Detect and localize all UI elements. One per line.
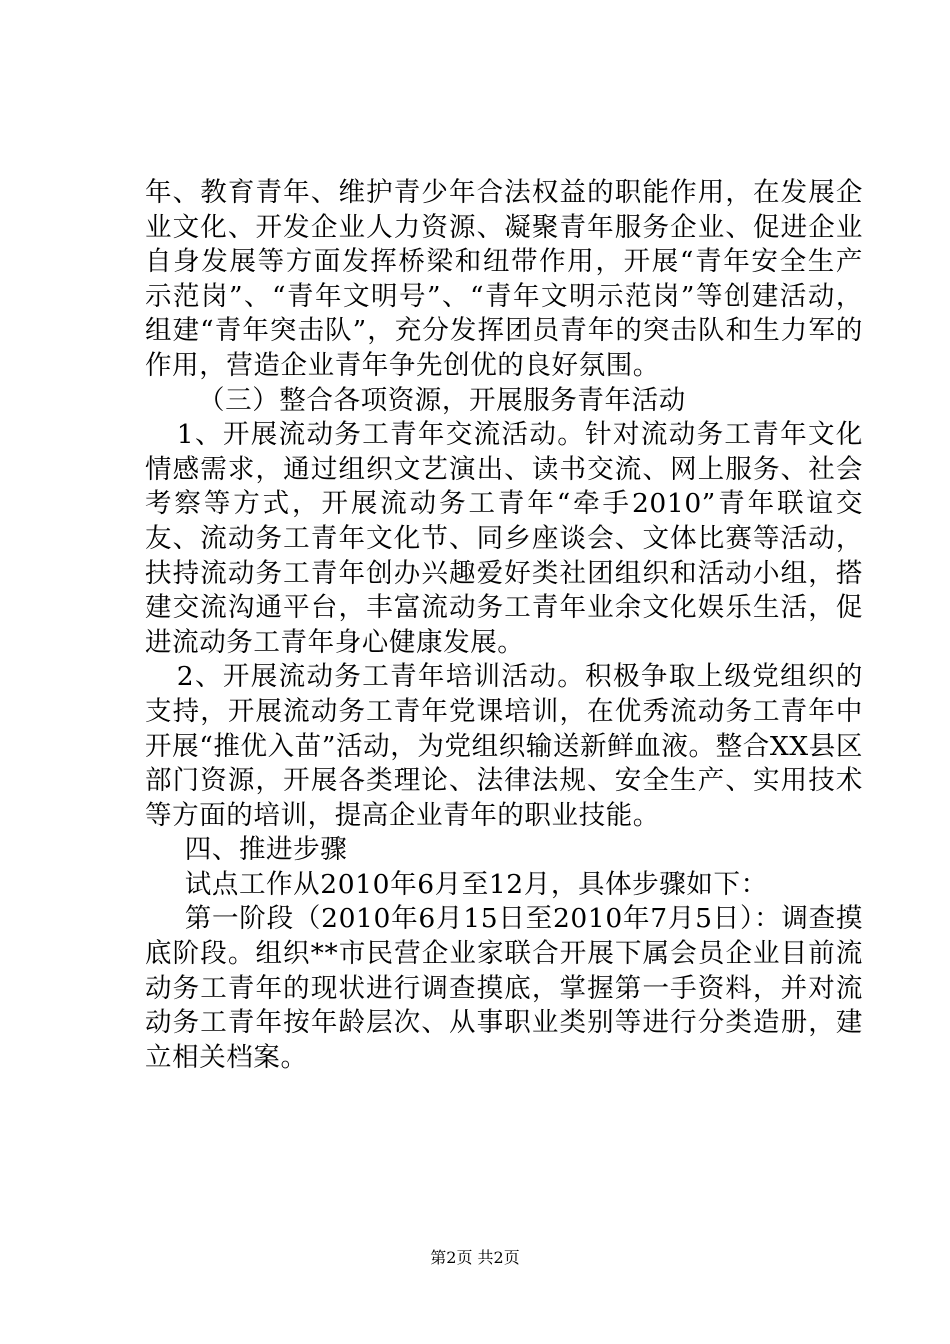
page-footer: 第2页 共2页 [430, 1248, 520, 1267]
section-heading-integrate-resources: （三）整合各项资源，开展服务青年活动 [198, 384, 686, 416]
paragraph-continuation: 年、教育青年、维护青少年合法权益的职能作用，在发展企业文化、开发企业人力资源、凝聚青年服务企业、促进企业自身发展等方面发挥桥梁和纽带作用，开展“青年安全生产示范岗”、“青年文明号”、“青年文明示范岗”等创建活动，组建“青年突击队”，充分发挥团员青年的突击队和生力军的作用，营造企业青年争先创优的良好氛围。 [145, 177, 863, 381]
section-heading-steps: 四、推进步骤 [184, 834, 348, 866]
document-body [145, 176, 863, 1075]
paragraph-training-activities: 2、开展流动务工青年培训活动。积极争取上级党组织的支持，开展流动务工青年党课培训，在优秀流动务工青年中开展“推优入苗”活动，为党组织输送新鲜血液。整合XX县区部门资源，开展各类理论、法律法规、安全生产、实用技术等方面的培训，提高企业青年的职业技能。 [145, 661, 863, 831]
paragraph-pilot-timeline: 试点工作从2010年6月至12月，具体步骤如下： [184, 868, 768, 900]
paragraph-exchange-activities: 1、开展流动务工青年交流活动。针对流动务工青年文化情感需求，通过组织文艺演出、读书交流、网上服务、社会考察等方式，开展流动务工青年“牵手2010”青年联谊交友、流动务工青年文化节、同乡座谈会、文体比赛等活动，扶持流动务工青年创办兴趣爱好类社团组织和活动小组，搭建交流沟通平台，丰富流动务工青年业余文化娱乐生活，促进流动务工青年身心健康发展。 [145, 419, 863, 658]
paragraph-phase-one: 第一阶段（2010年6月15日至2010年7月5日）：调查摸底阶段。组织**市民营企业家联合开展下属会员企业目前流动务工青年的现状进行调查摸底，掌握第一手资料，并对流动务工青年按年龄层次、从事职业类别等进行分类造册，建立相关档案。 [145, 903, 863, 1073]
